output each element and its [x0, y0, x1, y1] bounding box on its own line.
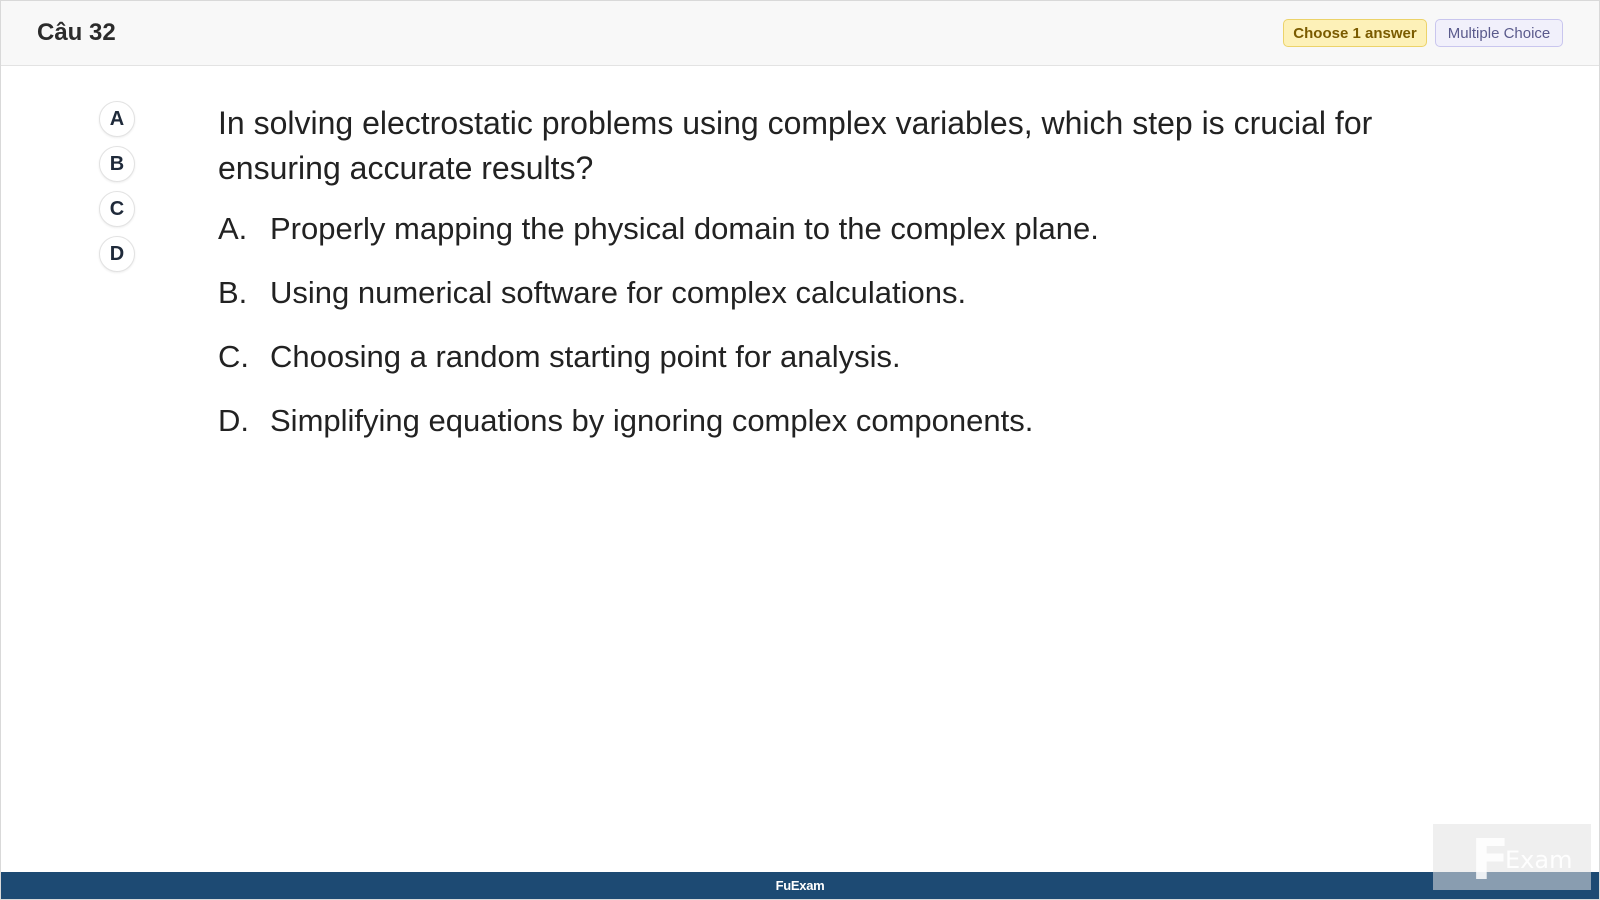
option-letter: B.	[218, 275, 248, 310]
option-list	[218, 211, 1418, 467]
option-d	[218, 403, 1418, 467]
option-letter: D.	[218, 403, 249, 438]
question-text: In solving electrostatic problems using complex variables, which step is crucial for ensuring accurate results?	[218, 105, 1373, 186]
footer-brand-label: FuExam	[775, 878, 825, 893]
answer-selector	[99, 101, 135, 281]
watermark-text: Exam	[1505, 846, 1573, 874]
brand-watermark	[1433, 824, 1591, 893]
question-type-badge: Multiple Choice	[1435, 19, 1563, 47]
answer-button-b[interactable]: B	[99, 146, 135, 182]
footer-bar	[1, 872, 1599, 899]
option-letter: C.	[218, 339, 249, 374]
logo-mark-icon: F	[1471, 828, 1510, 893]
option-c	[218, 339, 1418, 403]
question-number: Câu 32	[37, 19, 116, 46]
option-a	[218, 211, 1418, 275]
option-text: Using numerical software for complex calculations.	[270, 275, 967, 310]
question-header	[1, 1, 1599, 66]
answer-button-a[interactable]: A	[99, 101, 135, 137]
option-text: Properly mapping the physical domain to the complex plane.	[270, 211, 1099, 246]
option-text: Choosing a random starting point for analysis.	[270, 339, 901, 374]
option-text: Simplifying equations by ignoring complex components.	[270, 403, 1034, 438]
answer-button-d[interactable]: D	[99, 236, 135, 272]
option-letter: A.	[218, 211, 248, 246]
answer-button-c[interactable]: C	[99, 191, 135, 227]
choose-count-badge: Choose 1 answer	[1283, 19, 1427, 47]
option-b	[218, 275, 1418, 339]
